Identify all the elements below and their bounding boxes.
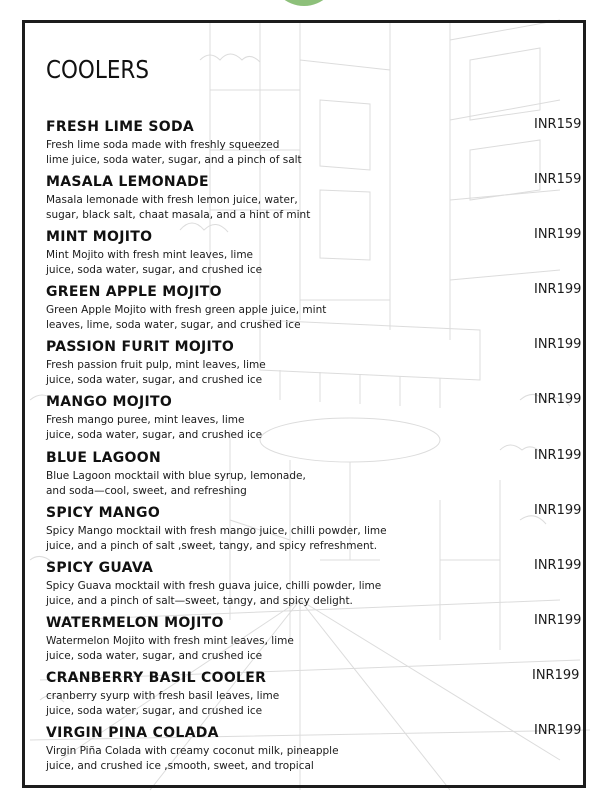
item-description: Masala lemonade with fresh lemon juice, water, sugar, black salt, chaat masala, and a hint of mint xyxy=(46,194,311,221)
item-description: Fresh passion fruit pulp, mint leaves, lime juice, soda water, sugar, and crushed ice xyxy=(46,359,266,386)
item-description: Fresh lime soda made with freshly squeezed lime juice, soda water, sugar, and a pinch of salt xyxy=(46,139,302,166)
item-price: INR199 xyxy=(534,282,582,297)
item-name: FRESH LIME SODA xyxy=(46,119,195,135)
section-title: COOLERS xyxy=(46,55,150,84)
item-price: INR159 xyxy=(534,172,582,187)
item-description: Blue Lagoon mocktail with blue syrup, lemonade, and soda—cool, sweet, and refreshing xyxy=(46,470,306,497)
item-name: BLUE LAGOON xyxy=(46,450,161,466)
item-name: CRANBERRY BASIL COOLER xyxy=(46,670,267,686)
item-name: GREEN APPLE MOJITO xyxy=(46,284,222,300)
item-name: MASALA LEMONADE xyxy=(46,174,209,190)
item-name: SPICY MANGO xyxy=(46,505,161,521)
item-description: cranberry syurp with fresh basil leaves, lime juice, soda water, sugar, and crushed ice xyxy=(46,690,280,717)
item-price: INR199 xyxy=(534,448,582,463)
item-name: PASSION FURIT MOJITO xyxy=(46,339,235,355)
item-description: Spicy Mango mocktail with fresh mango juice, chilli powder, lime juice, and a pinch of salt ,sweet, tangy, and spicy refreshment. xyxy=(46,525,387,552)
item-description: Mint Mojito with fresh mint leaves, lime juice, soda water, sugar, and crushed ice xyxy=(46,249,263,276)
item-price: INR199 xyxy=(534,613,582,628)
item-price: INR199 xyxy=(534,227,582,242)
item-description: Fresh mango puree, mint leaves, lime juice, soda water, sugar, and crushed ice xyxy=(46,414,263,441)
item-description: Virgin Piña Colada with creamy coconut milk, pineapple juice, and crushed ice ,smooth, sweet, and tropical xyxy=(46,745,339,772)
item-price: INR199 xyxy=(534,723,582,738)
item-name: MANGO MOJITO xyxy=(46,394,173,410)
item-price: INR199 xyxy=(534,503,582,518)
item-name: SPICY GUAVA xyxy=(46,560,154,576)
item-description: Green Apple Mojito with fresh green apple juice, mint leaves, lime, soda water, sugar, and crushed ice xyxy=(46,304,327,331)
item-price: INR199 xyxy=(534,337,582,352)
item-name: WATERMELON MOJITO xyxy=(46,615,224,631)
item-name: MINT MOJITO xyxy=(46,229,153,245)
item-price: INR159 xyxy=(534,117,582,132)
item-price: INR199 xyxy=(532,668,580,683)
item-description: Watermelon Mojito with fresh mint leaves, lime juice, soda water, sugar, and crushed ice xyxy=(46,635,294,662)
item-price: INR199 xyxy=(534,392,582,407)
item-price: INR199 xyxy=(534,558,582,573)
item-description: Spicy Guava mocktail with fresh guava juice, chilli powder, lime juice, and a pinch of salt—sweet, tangy, and spicy delight. xyxy=(46,580,382,607)
item-name: VIRGIN PINA COLADA xyxy=(46,725,219,741)
